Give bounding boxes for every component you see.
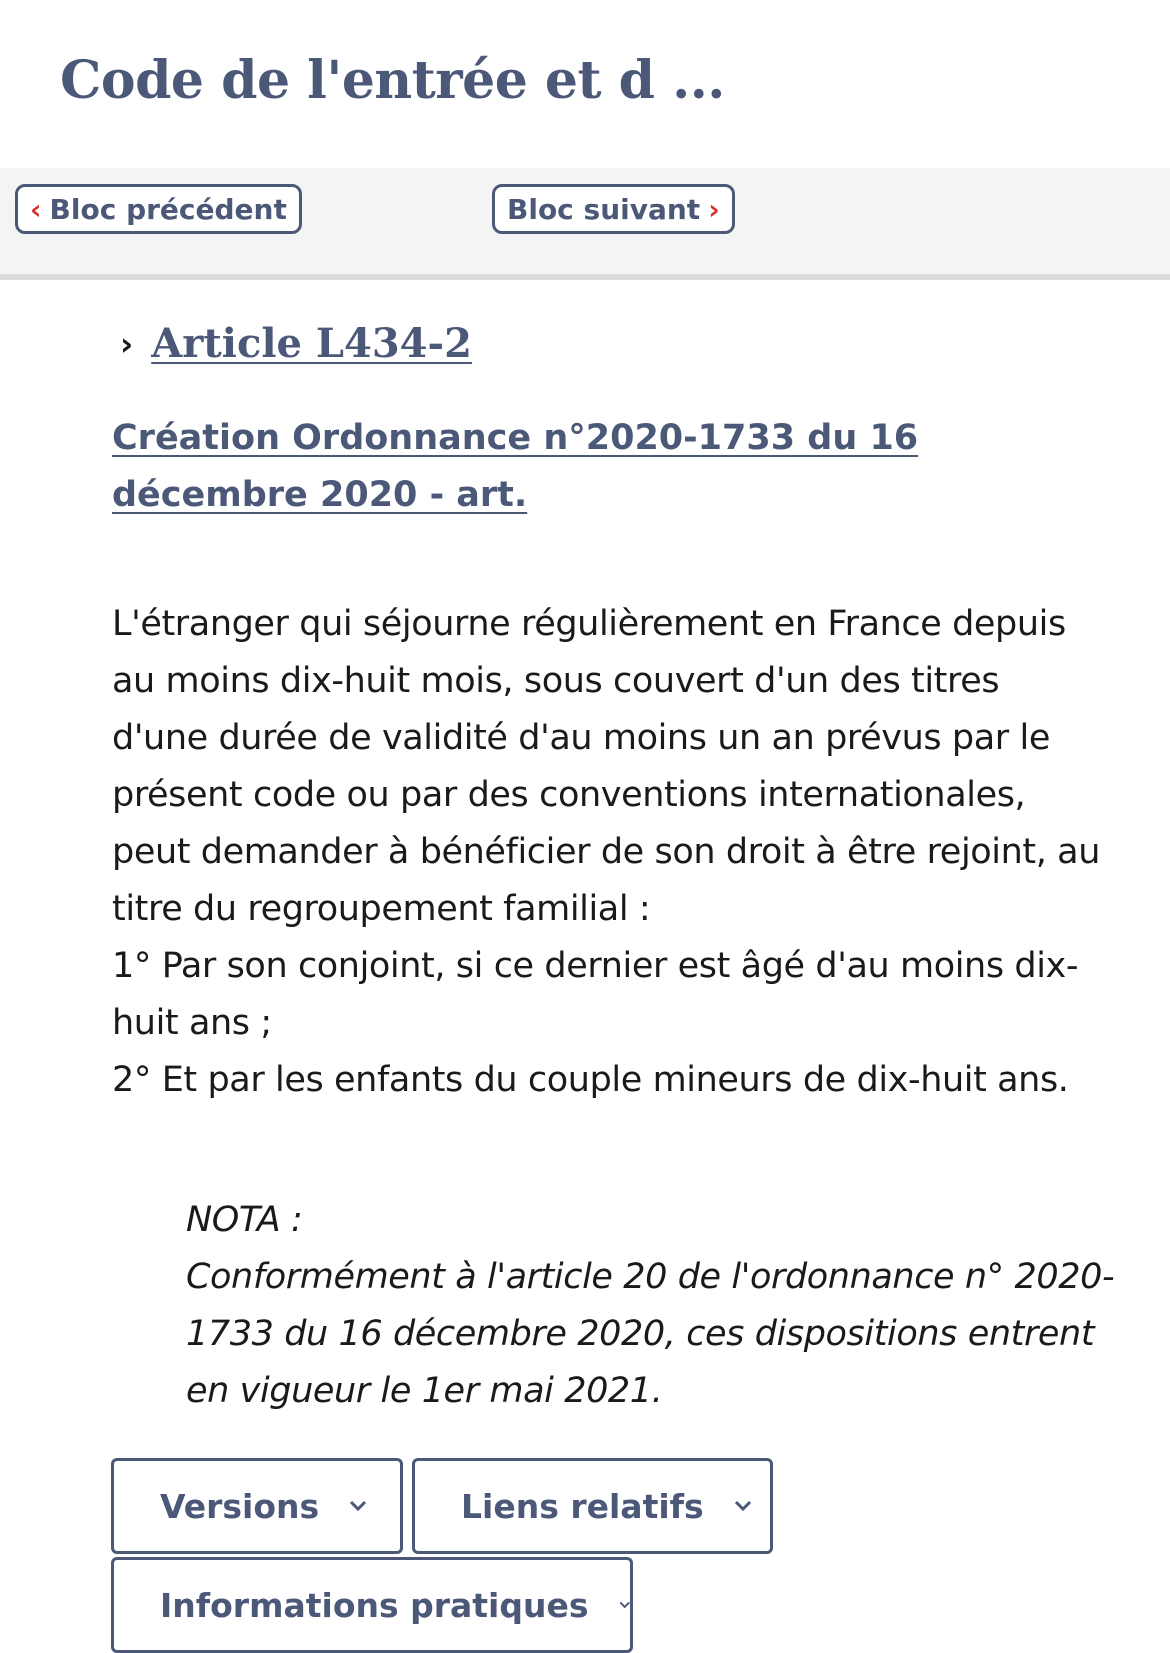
page-header: [0, 0, 1170, 168]
chevron-down-icon: [619, 1599, 630, 1611]
chevron-right-icon[interactable]: ›: [120, 324, 134, 363]
chevron-down-icon: [349, 1500, 367, 1512]
versions-dropdown-button[interactable]: [111, 1458, 403, 1554]
page-title: Code de l'entrée et d ...: [60, 50, 725, 111]
next-block-button[interactable]: [492, 184, 735, 234]
nota-text: Conformément à l'article 20 de l'ordonnance n° 2020-1733 du 16 décembre 2020, ces dispositions entrent en vigueur le 1er mai 2021.: [186, 1257, 1115, 1411]
chevron-right-icon: ›: [708, 192, 720, 226]
article-paragraph: 2° Et par les enfants du couple mineurs de dix-huit ans.: [112, 1060, 1069, 1100]
next-block-label: Bloc suivant: [507, 192, 701, 226]
informations-pratiques-label: Informations pratiques: [160, 1585, 589, 1625]
previous-block-button[interactable]: [15, 184, 302, 234]
nota-section: [186, 1192, 1126, 1420]
previous-block-label: Bloc précédent: [49, 192, 287, 226]
creation-ordinance-link[interactable]: Création Ordonnance n°2020-1733 du 16 décembre 2020 - art.: [112, 418, 919, 515]
article-body: [112, 596, 1102, 1109]
article-paragraph: 1° Par son conjoint, si ce dernier est âgé d'au moins dix-huit ans ;: [112, 946, 1079, 1043]
informations-pratiques-dropdown-button[interactable]: [111, 1557, 633, 1653]
article-title-link[interactable]: Article L434-2: [151, 320, 472, 367]
nota-label: NOTA :: [186, 1200, 303, 1240]
liens-relatifs-dropdown-button[interactable]: [412, 1458, 773, 1554]
chevron-left-icon: ‹: [30, 192, 42, 226]
chevron-down-icon: [734, 1500, 752, 1512]
article-heading: [120, 320, 472, 367]
versions-label: Versions: [160, 1486, 320, 1526]
liens-relatifs-label: Liens relatifs: [461, 1486, 704, 1526]
article-paragraph: L'étranger qui séjourne régulièrement en France depuis au moins dix-huit mois, sous couvert d'un des titres d'une durée de validité d'au moins un an prévus par le présent code ou par des conventions internationales, peut demander à bénéficier de son droit à être rejoint, au titre du regroupement familial :: [112, 604, 1100, 929]
block-navigation-bar: [0, 168, 1170, 280]
